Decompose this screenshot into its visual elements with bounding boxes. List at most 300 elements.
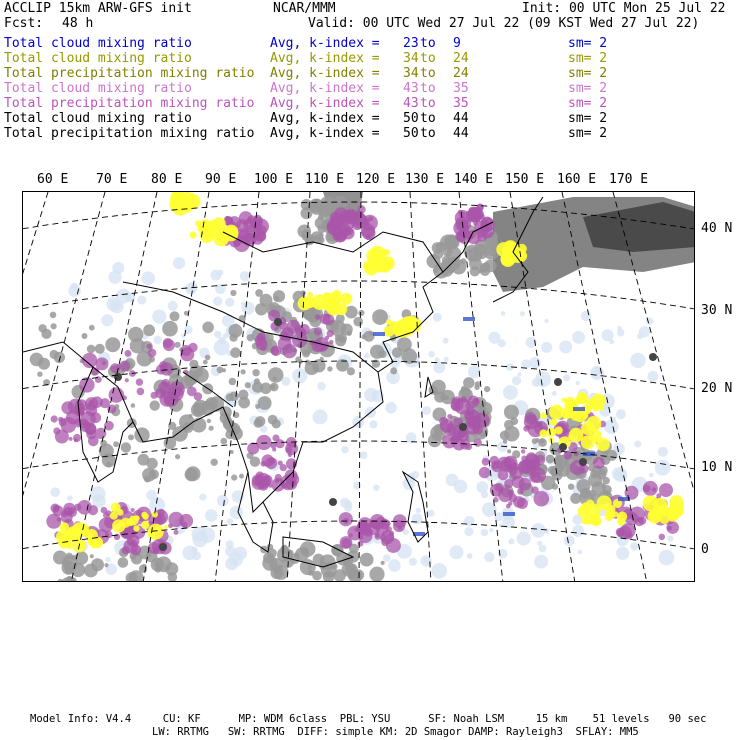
yellow-cloud-patch bbox=[643, 495, 659, 511]
gray-cloud-patch bbox=[245, 382, 251, 388]
gray-cloud-patch bbox=[95, 344, 105, 354]
longitude-label: 70 E bbox=[96, 172, 128, 187]
longitude-label: 60 E bbox=[37, 172, 69, 187]
low-cloud-patch bbox=[341, 446, 349, 454]
gray-cloud-patch bbox=[57, 579, 63, 582]
low-cloud-patch bbox=[385, 402, 397, 414]
gray-cloud-patch bbox=[104, 563, 108, 567]
low-cloud-patch bbox=[512, 376, 521, 385]
convective-core bbox=[579, 458, 587, 466]
precipitation-patch bbox=[517, 498, 528, 509]
gray-cloud-patch bbox=[272, 419, 281, 428]
precipitation-patch bbox=[74, 438, 78, 442]
precipitation-patch bbox=[323, 314, 335, 326]
yellow-cloud-patch bbox=[142, 513, 148, 519]
gray-cloud-patch bbox=[358, 310, 364, 316]
gray-cloud-patch bbox=[274, 296, 280, 302]
gray-cloud-patch bbox=[334, 569, 346, 581]
precipitation-patch bbox=[158, 382, 170, 394]
yellow-cloud-patch bbox=[582, 519, 588, 525]
low-cloud-patch bbox=[517, 531, 531, 545]
low-cloud-patch bbox=[240, 271, 250, 281]
legend-to: to bbox=[420, 66, 436, 81]
longitude-label: 170 E bbox=[609, 172, 649, 187]
low-cloud-patch bbox=[454, 480, 467, 493]
gray-cloud-patch bbox=[64, 560, 71, 567]
low-cloud-patch bbox=[412, 514, 423, 525]
legend-k-start: 50 bbox=[403, 111, 419, 126]
low-cloud-patch bbox=[213, 297, 222, 306]
low-cloud-patch bbox=[649, 473, 654, 478]
precipitation-patch bbox=[125, 350, 132, 357]
precipitation-patch bbox=[511, 463, 519, 471]
low-cloud-patch bbox=[364, 353, 370, 359]
low-cloud-patch bbox=[541, 342, 552, 353]
yellow-cloud-patch bbox=[322, 298, 335, 311]
yellow-cloud-patch bbox=[540, 412, 547, 419]
gray-cloud-patch bbox=[460, 258, 466, 264]
precipitation-patch bbox=[521, 449, 525, 453]
gray-cloud-patch bbox=[327, 366, 332, 371]
low-cloud-patch bbox=[464, 527, 473, 536]
precipitation-patch bbox=[299, 329, 306, 336]
longitude-label: 160 E bbox=[557, 172, 597, 187]
precipitation-patch bbox=[54, 505, 60, 511]
low-cloud-patch bbox=[192, 527, 207, 542]
gray-cloud-patch bbox=[87, 345, 96, 354]
yellow-cloud-patch bbox=[169, 198, 182, 211]
precipitation-patch bbox=[82, 353, 97, 368]
low-cloud-patch bbox=[544, 319, 548, 323]
legend-smoothing: sm= 2 bbox=[568, 51, 608, 66]
low-cloud-patch bbox=[68, 284, 81, 297]
legend-field-name: Total precipitation mixing ratio bbox=[4, 96, 255, 111]
gray-cloud-patch bbox=[149, 469, 159, 479]
legend-to: to bbox=[420, 81, 436, 96]
gray-cloud-patch bbox=[241, 369, 246, 374]
yellow-cloud-patch bbox=[592, 405, 599, 412]
yellow-cloud-patch bbox=[386, 319, 392, 325]
legend-smoothing: sm= 2 bbox=[568, 66, 608, 81]
low-cloud-patch bbox=[488, 332, 500, 344]
precipitation-patch bbox=[256, 338, 268, 350]
gray-cloud-patch bbox=[428, 434, 441, 447]
gray-cloud-patch bbox=[369, 567, 384, 582]
low-cloud-patch bbox=[667, 536, 673, 542]
low-cloud-patch bbox=[648, 371, 659, 382]
precipitation-patch bbox=[357, 205, 365, 213]
precipitation-patch bbox=[77, 500, 92, 515]
yellow-cloud-patch bbox=[141, 521, 149, 529]
longitude-line bbox=[23, 192, 48, 582]
precipitation-patch bbox=[509, 494, 518, 503]
low-cloud-patch bbox=[503, 385, 518, 400]
gray-cloud-patch bbox=[175, 454, 180, 459]
gray-cloud-patch bbox=[504, 405, 519, 420]
latitude-label: 0 bbox=[701, 542, 709, 557]
gray-cloud-patch bbox=[335, 335, 346, 346]
legend-to: to bbox=[420, 96, 436, 111]
legend-k-start: 43 bbox=[403, 96, 419, 111]
legend-k-start: 34 bbox=[403, 66, 419, 81]
precipitation-patch bbox=[129, 541, 135, 547]
gray-cloud-patch bbox=[118, 557, 129, 568]
precipitation-patch bbox=[194, 392, 202, 400]
gray-cloud-patch bbox=[301, 199, 312, 210]
gray-cloud-patch bbox=[467, 249, 471, 253]
longitude-label: 130 E bbox=[405, 172, 445, 187]
gray-cloud-patch bbox=[131, 403, 136, 408]
gray-cloud-patch bbox=[207, 419, 211, 423]
convective-core bbox=[459, 423, 467, 431]
gray-cloud-patch bbox=[113, 441, 119, 447]
legend-average-label: Avg, k-index = bbox=[270, 126, 388, 141]
low-cloud-patch bbox=[617, 329, 625, 337]
gray-cloud-patch bbox=[230, 290, 236, 296]
low-cloud-patch bbox=[658, 447, 668, 457]
longitude-label: 140 E bbox=[454, 172, 494, 187]
low-cloud-patch bbox=[205, 509, 218, 522]
precipitation-patch bbox=[465, 211, 472, 218]
yellow-cloud-patch bbox=[110, 512, 118, 520]
model-title: ACCLIP 15km ARW-GFS init bbox=[4, 1, 192, 16]
precipitation-patch bbox=[322, 346, 327, 351]
legend-k-end: 24 bbox=[453, 51, 469, 66]
precipitation-patch bbox=[285, 442, 298, 455]
gray-cloud-patch bbox=[254, 378, 260, 384]
gray-cloud-patch bbox=[539, 438, 544, 443]
gray-cloud-patch bbox=[170, 311, 180, 321]
yellow-cloud-patch bbox=[547, 428, 556, 437]
low-cloud-patch bbox=[449, 545, 463, 559]
low-cloud-patch bbox=[476, 481, 488, 493]
low-cloud-patch bbox=[517, 372, 521, 376]
yellow-cloud-patch bbox=[372, 254, 377, 259]
init-time: Init: 00 UTC Mon 25 Jul 22 bbox=[522, 1, 726, 16]
legend-field-name: Total precipitation mixing ratio bbox=[4, 126, 255, 141]
yellow-cloud-patch bbox=[117, 509, 124, 516]
low-cloud-patch bbox=[101, 314, 113, 326]
gray-cloud-patch bbox=[555, 461, 571, 477]
gray-cloud-patch bbox=[474, 385, 479, 390]
legend-k-end: 35 bbox=[453, 81, 469, 96]
precipitation-patch bbox=[79, 377, 94, 392]
gray-cloud-patch bbox=[381, 561, 385, 565]
low-cloud-patch bbox=[416, 508, 421, 513]
gray-cloud-patch bbox=[155, 567, 161, 573]
gray-cloud-patch bbox=[209, 426, 214, 431]
yellow-cloud-patch bbox=[589, 429, 602, 442]
low-cloud-patch bbox=[576, 381, 580, 385]
precipitation-patch bbox=[182, 522, 188, 528]
precipitation-patch bbox=[465, 409, 481, 425]
convective-core bbox=[274, 318, 282, 326]
precipitation-patch bbox=[626, 532, 633, 539]
low-cloud-patch bbox=[241, 302, 245, 306]
coastline bbox=[23, 222, 493, 512]
low-cloud-patch bbox=[616, 409, 626, 419]
map-canvas bbox=[23, 192, 695, 582]
gray-cloud-patch bbox=[447, 257, 461, 271]
legend-smoothing: sm= 2 bbox=[568, 126, 608, 141]
low-cloud-patch bbox=[634, 440, 641, 447]
precipitation-patch bbox=[255, 473, 271, 489]
yellow-cloud-patch bbox=[605, 512, 614, 521]
low-cloud-patch bbox=[534, 555, 548, 569]
yellow-cloud-patch bbox=[617, 518, 625, 526]
gray-cloud-patch bbox=[344, 561, 351, 568]
precipitation-patch bbox=[504, 479, 513, 488]
precipitation-patch bbox=[51, 415, 58, 422]
legend-k-start: 50 bbox=[403, 126, 419, 141]
gray-cloud-patch bbox=[568, 484, 574, 490]
gray-cloud-patch bbox=[353, 317, 363, 327]
low-cloud-patch bbox=[563, 374, 570, 381]
latitude-label: 10 N bbox=[701, 460, 733, 475]
gray-cloud-patch bbox=[443, 247, 453, 257]
gray-cloud-patch bbox=[230, 347, 241, 358]
low-cloud-patch bbox=[590, 366, 604, 380]
precipitation-patch bbox=[315, 314, 320, 319]
legend-k-end: 24 bbox=[453, 66, 469, 81]
convective-core bbox=[559, 443, 567, 451]
legend-to: to bbox=[420, 36, 436, 51]
precipitation-patch bbox=[275, 439, 284, 448]
low-cloud-patch bbox=[481, 529, 489, 537]
precipitation-patch bbox=[474, 438, 482, 446]
precipitation-patch bbox=[447, 428, 452, 433]
legend-to: to bbox=[420, 126, 436, 141]
legend-k-end: 44 bbox=[453, 111, 469, 126]
gray-cloud-patch bbox=[268, 367, 284, 383]
low-cloud-patch bbox=[225, 298, 234, 307]
legend-field-name: Total cloud mixing ratio bbox=[4, 81, 192, 96]
legend-average-label: Avg, k-index = bbox=[270, 81, 388, 96]
low-cloud-patch bbox=[433, 313, 442, 322]
precipitation-patch bbox=[282, 344, 296, 358]
gray-cloud-patch bbox=[217, 367, 224, 374]
yellow-cloud-patch bbox=[133, 525, 139, 531]
low-cloud-patch bbox=[501, 311, 506, 316]
low-cloud-patch bbox=[443, 338, 449, 344]
yellow-cloud-patch bbox=[195, 220, 201, 226]
yellow-cloud-patch bbox=[586, 500, 594, 508]
legend-to: to bbox=[420, 111, 436, 126]
gray-cloud-patch bbox=[65, 576, 75, 582]
low-cloud-patch bbox=[564, 535, 575, 546]
legend-average-label: Avg, k-index = bbox=[270, 111, 388, 126]
low-cloud-patch bbox=[383, 554, 390, 561]
precipitation-patch bbox=[362, 218, 370, 226]
gray-cloud-patch bbox=[146, 458, 157, 469]
low-cloud-patch bbox=[494, 512, 503, 521]
gray-cloud-patch bbox=[507, 449, 511, 453]
latitude-label: 40 N bbox=[701, 221, 733, 236]
blue-cloud-streak bbox=[573, 407, 585, 411]
blue-cloud-streak bbox=[373, 332, 385, 336]
low-cloud-patch bbox=[105, 557, 110, 562]
precipitation-patch bbox=[346, 228, 353, 235]
low-cloud-patch bbox=[520, 311, 525, 316]
low-cloud-patch bbox=[431, 563, 447, 579]
legend-field-name: Total cloud mixing ratio bbox=[4, 111, 192, 126]
precipitation-patch bbox=[136, 378, 143, 385]
precipitation-patch bbox=[158, 509, 165, 516]
low-cloud-patch bbox=[602, 329, 614, 341]
low-cloud-patch bbox=[67, 495, 73, 501]
gray-cloud-patch bbox=[38, 324, 46, 332]
gray-cloud-patch bbox=[184, 311, 189, 316]
gray-cloud-patch bbox=[432, 242, 443, 253]
gray-cloud-patch bbox=[461, 386, 466, 391]
gray-cloud-patch bbox=[89, 325, 95, 331]
convective-core bbox=[649, 353, 657, 361]
low-cloud-patch bbox=[489, 528, 493, 532]
low-cloud-patch bbox=[427, 510, 434, 517]
low-cloud-patch bbox=[369, 420, 377, 428]
latitude-label: 20 N bbox=[701, 381, 733, 396]
low-cloud-patch bbox=[529, 357, 541, 369]
low-cloud-patch bbox=[313, 409, 328, 424]
low-cloud-patch bbox=[112, 262, 124, 274]
legend-average-label: Avg, k-index = bbox=[270, 96, 388, 111]
yellow-cloud-patch bbox=[187, 205, 192, 210]
convective-core bbox=[114, 373, 122, 381]
blue-cloud-streak bbox=[503, 512, 515, 516]
precipitation-patch bbox=[498, 470, 509, 481]
yellow-cloud-patch bbox=[202, 223, 209, 230]
gray-cloud-patch bbox=[445, 239, 452, 246]
forecast-label: Fcst: bbox=[4, 16, 44, 31]
longitude-label: 120 E bbox=[356, 172, 396, 187]
low-cloud-patch bbox=[428, 351, 435, 358]
gray-cloud-patch bbox=[105, 337, 120, 352]
low-cloud-patch bbox=[173, 257, 185, 269]
low-cloud-patch bbox=[572, 331, 585, 344]
precipitation-patch bbox=[457, 430, 465, 438]
gray-cloud-patch bbox=[320, 196, 335, 211]
longitude-label: 80 E bbox=[151, 172, 183, 187]
legend-smoothing: sm= 2 bbox=[568, 111, 608, 126]
precipitation-patch bbox=[659, 534, 665, 540]
precipitation-patch bbox=[122, 546, 130, 554]
gray-cloud-patch bbox=[247, 334, 254, 341]
longitude-line bbox=[287, 192, 310, 582]
legend-k-start: 43 bbox=[403, 81, 419, 96]
yellow-cloud-patch bbox=[539, 429, 547, 437]
gray-cloud-patch bbox=[258, 396, 272, 410]
low-cloud-patch bbox=[444, 357, 449, 362]
legend-k-start: 34 bbox=[403, 51, 419, 66]
precipitation-patch bbox=[354, 528, 358, 532]
precipitation-patch bbox=[667, 526, 672, 531]
model-info-line: Model Info: V4.4 CU: KF MP: WDM 6class PBL: YSU SF: Noah LSM 15 km 51 levels 90 sec bbox=[30, 713, 707, 725]
precipitation-patch bbox=[160, 362, 173, 375]
precipitation-patch bbox=[328, 217, 343, 232]
precipitation-patch bbox=[168, 523, 173, 528]
legend-field-name: Total cloud mixing ratio bbox=[4, 36, 192, 51]
low-cloud-patch bbox=[168, 301, 178, 311]
precipitation-patch bbox=[656, 493, 661, 498]
legend-smoothing: sm= 2 bbox=[568, 96, 608, 111]
gray-cloud-patch bbox=[480, 263, 489, 272]
precipitation-patch bbox=[472, 208, 484, 220]
precipitation-patch bbox=[61, 511, 73, 523]
gray-cloud-patch bbox=[364, 331, 375, 342]
low-cloud-patch bbox=[137, 296, 146, 305]
map-panel bbox=[22, 191, 695, 582]
precipitation-patch bbox=[451, 402, 459, 410]
low-cloud-patch bbox=[409, 558, 417, 566]
precipitation-patch bbox=[46, 514, 61, 529]
yellow-cloud-patch bbox=[591, 516, 602, 527]
precipitation-patch bbox=[53, 427, 60, 434]
yellow-cloud-patch bbox=[190, 231, 197, 238]
gray-cloud-patch bbox=[532, 438, 538, 444]
physics-info-line: LW: RRTMG SW: RRTMG DIFF: simple KM: 2D Smagor DAMP: Rayleigh3 SFLAY: MM5 bbox=[152, 726, 639, 738]
gray-cloud-patch bbox=[305, 360, 310, 365]
gray-cloud-patch bbox=[150, 400, 160, 410]
precipitation-patch bbox=[643, 485, 651, 493]
legend-k-end: 9 bbox=[453, 36, 461, 51]
low-cloud-patch bbox=[340, 498, 350, 508]
precipitation-patch bbox=[131, 508, 135, 512]
yellow-cloud-patch bbox=[550, 419, 557, 426]
precipitation-patch bbox=[68, 399, 84, 415]
gray-cloud-patch bbox=[202, 322, 214, 334]
legend-field-name: Total cloud mixing ratio bbox=[4, 51, 192, 66]
low-cloud-patch bbox=[637, 333, 643, 339]
low-cloud-patch bbox=[226, 518, 233, 525]
precipitation-patch bbox=[163, 339, 175, 351]
low-cloud-patch bbox=[578, 550, 583, 555]
gray-cloud-patch bbox=[320, 357, 324, 361]
gray-cloud-patch bbox=[602, 477, 610, 485]
precipitation-patch bbox=[188, 343, 197, 352]
precipitation-patch bbox=[90, 412, 101, 423]
precipitation-patch bbox=[460, 396, 467, 403]
gray-cloud-patch bbox=[606, 450, 617, 461]
gray-cloud-patch bbox=[226, 393, 234, 401]
precipitation-patch bbox=[517, 488, 524, 495]
yellow-cloud-patch bbox=[303, 296, 315, 308]
low-cloud-patch bbox=[467, 553, 473, 559]
convective-core bbox=[554, 378, 562, 386]
precipitation-patch bbox=[534, 491, 550, 507]
gray-cloud-patch bbox=[50, 312, 57, 319]
precipitation-patch bbox=[174, 530, 179, 535]
legend-k-end: 44 bbox=[453, 126, 469, 141]
precipitation-patch bbox=[246, 233, 257, 244]
precipitation-patch bbox=[104, 421, 114, 431]
yellow-cloud-patch bbox=[213, 231, 229, 247]
precipitation-patch bbox=[61, 417, 77, 433]
gray-cloud-patch bbox=[84, 564, 98, 578]
precipitation-patch bbox=[380, 534, 387, 541]
low-cloud-patch bbox=[182, 546, 197, 561]
gray-cloud-patch bbox=[185, 468, 198, 481]
low-cloud-patch bbox=[51, 487, 61, 497]
low-cloud-patch bbox=[317, 382, 325, 390]
gray-cloud-patch bbox=[372, 309, 388, 325]
gray-cloud-patch bbox=[390, 367, 397, 374]
gray-cloud-patch bbox=[221, 438, 228, 445]
gray-cloud-patch bbox=[302, 547, 309, 554]
gray-cloud-patch bbox=[500, 431, 510, 441]
precipitation-patch bbox=[137, 388, 145, 396]
gray-cloud-patch bbox=[128, 434, 134, 440]
gray-cloud-patch bbox=[470, 266, 480, 276]
